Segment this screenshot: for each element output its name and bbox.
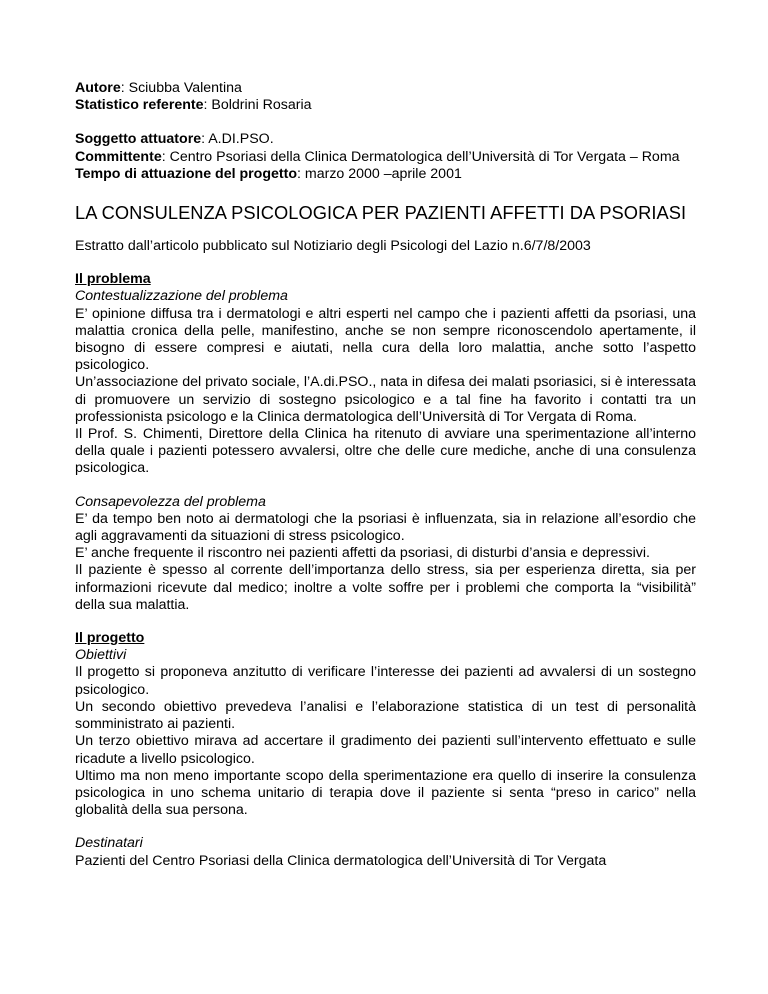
soggetto-label: Soggetto attuatore xyxy=(75,131,202,148)
statistico-value: : Boldrini Rosaria xyxy=(203,97,312,114)
tempo-line xyxy=(75,166,696,183)
problema-section xyxy=(75,271,696,614)
author-block xyxy=(75,80,696,114)
progetto-heading: Il progetto xyxy=(75,630,145,647)
consap-paragraph-3: Il paziente è spesso al corrente dell’importanza dello stress, sia per esperienza diretta, sia per informazioni ricevute dal medico; inoltre a volte soffre per i problemi che comporta la “visibilità” della sua malattia. xyxy=(75,562,696,613)
contest-heading: Contestualizzazione del problema xyxy=(75,288,288,305)
contest-paragraph-2: Un’associazione del privato sociale, l’A.di.PSO., nata in difesa dei malati psoriasici, si è interessata di promuovere un servizio di sostegno psicologico e a tal fine ha favorito i contatti tra un professionista psicologo e la Clinica dermatologica dell’Università di Tor Vergata di Roma. xyxy=(75,374,696,425)
committente-line xyxy=(75,149,696,166)
progetto-section xyxy=(75,630,696,870)
destinatari-text: Pazienti del Centro Psoriasi della Clinica dermatologica dell’Università di Tor Vergata xyxy=(75,852,607,869)
obiettivi-paragraph-1: Il progetto si proponeva anzitutto di verificare l’interesse dei pazienti ad avvalersi di un sostegno psicologico. xyxy=(75,664,696,698)
destinatari-heading: Destinatari xyxy=(75,835,143,852)
problema-heading: Il problema xyxy=(75,271,151,288)
committente-value: : Centro Psoriasi della Clinica Dermatologica dell’Università di Tor Vergata – Roma xyxy=(161,148,680,165)
document-page xyxy=(75,80,696,870)
page-title: LA CONSULENZA PSICOLOGICA PER PAZIENTI AFFETTI DA PSORIASI xyxy=(75,202,687,224)
tempo-label: Tempo di attuazione del progetto xyxy=(75,165,298,182)
consap-heading: Consapevolezza del problema xyxy=(75,493,266,510)
contest-paragraph-1: E’ opinione diffusa tra i dermatologi e altri esperti nel campo che i pazienti affetti da psoriasi, una malattia cronica della pelle, manifestino, anche se non sempre riconoscendolo apertamente, il bisogno di essere compresi e aiutati, nella cura della loro malattia, anche sotto l’aspetto psicologico. xyxy=(75,305,696,374)
estratto-line: Estratto dall’articolo pubblicato sul Notiziario degli Psicologi del Lazio n.6/7/8/2003 xyxy=(75,238,591,255)
obiettivi-paragraph-4: Ultimo ma non meno importante scopo della sperimentazione era quello di inserire la consulenza psicologica in uno schema unitario di terapia dove il paziente si senta “preso in carico” nella globalità della sua persona. xyxy=(75,767,696,819)
tempo-value: : marzo 2000 –aprile 2001 xyxy=(297,165,462,182)
consap-paragraph-2: E’ anche frequente il riscontro nei pazienti affetti da psoriasi, di disturbi d’ansia e depressivi. xyxy=(75,545,650,562)
soggetto-value: : A.DI.PSO. xyxy=(201,131,274,148)
project-info-block xyxy=(75,131,696,183)
autore-label: Autore xyxy=(75,80,121,96)
autore-line xyxy=(75,80,696,97)
obiettivi-paragraph-2: Un secondo obiettivo prevedeva l’analisi e l’elaborazione statistica di un test di personalità somministrato ai pazienti. xyxy=(75,698,696,733)
statistico-line xyxy=(75,97,696,114)
obiettivi-paragraph-3: Un terzo obiettivo mirava ad accertare il gradimento dei pazienti sull’intervento effettuato e sulle ricadute a livello psicologico. xyxy=(75,733,696,767)
committente-label: Committente xyxy=(75,148,162,165)
statistico-label: Statistico referente xyxy=(75,97,204,114)
obiettivi-heading: Obiettivi xyxy=(75,647,127,664)
autore-value: : Sciubba Valentina xyxy=(120,80,242,96)
consap-paragraph-1: E’ da tempo ben noto ai dermatologi che la psoriasi è influenzata, sia in relazione all’esordio che agli aggravamenti da situazioni di stress psicologico. xyxy=(75,510,696,545)
contest-paragraph-3: Il Prof. S. Chimenti, Direttore della Clinica ha ritenuto di avviare una sperimentazione all’interno della quale i pazienti potessero avvalersi, oltre che delle cure mediche, anche di una consulenza psicologica. xyxy=(75,426,696,477)
soggetto-line xyxy=(75,131,696,148)
